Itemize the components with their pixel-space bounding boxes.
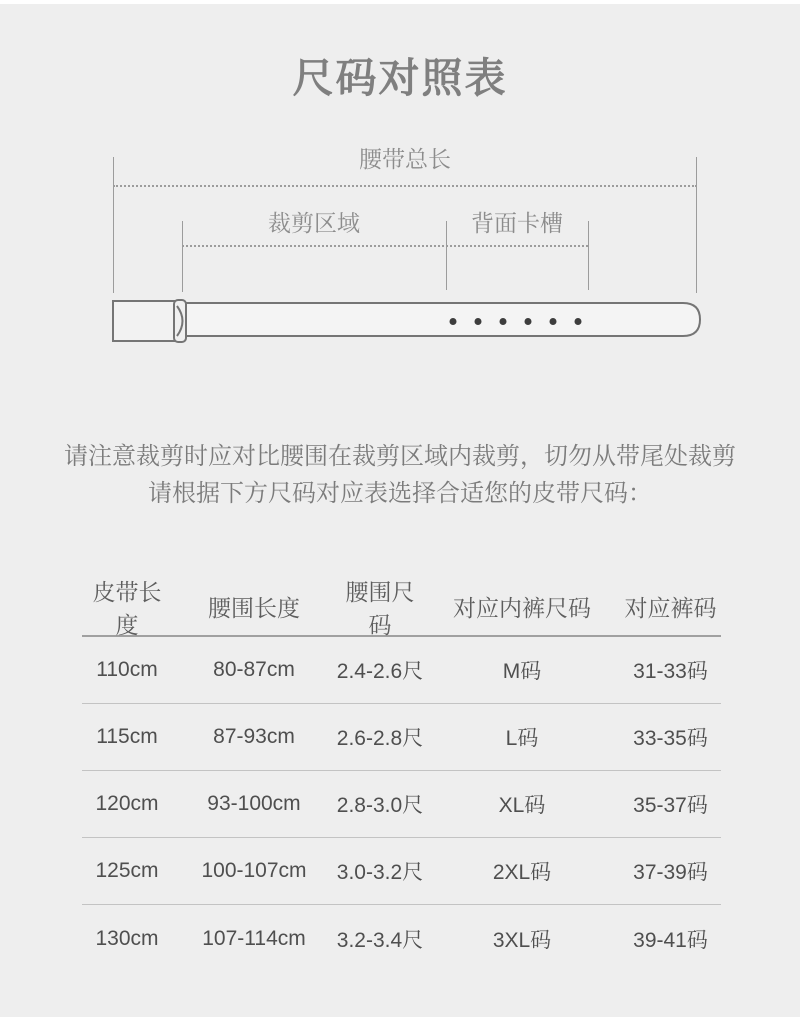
cell-pants-size: 37-39码	[633, 861, 708, 884]
cell-pants-size: 33-35码	[633, 727, 708, 750]
cell-belt-length: 115cm	[96, 725, 158, 748]
belt-buckle	[113, 301, 175, 341]
cell-waist-length: 80-87cm	[213, 658, 295, 681]
note-line-1: 请注意裁剪时应对比腰围在裁剪区域内裁剪，切勿从带尾处裁剪	[64, 443, 736, 470]
label-back-slot: 背面卡槽	[471, 210, 563, 236]
size-table	[82, 578, 721, 972]
size-table-header-row	[82, 578, 721, 637]
cell-pants-size: 35-37码	[633, 794, 708, 817]
table-row	[82, 704, 721, 771]
cell-waist-size: 2.4-2.6尺	[336, 660, 424, 683]
cell-underwear-size: XL码	[498, 794, 546, 817]
cell-waist-length: 93-100cm	[207, 792, 301, 815]
label-belt-total-length: 腰带总长	[359, 146, 451, 172]
table-row	[82, 905, 721, 972]
extent-tick-cut-start	[182, 221, 183, 292]
cell-belt-length: 125cm	[95, 859, 159, 882]
cell-waist-size: 3.2-3.4尺	[336, 928, 424, 952]
label-cut-area: 裁剪区域	[268, 210, 360, 236]
extent-tick-slot-end	[588, 221, 589, 290]
header-waist-size: 腰围尺码	[345, 578, 415, 638]
table-row	[82, 838, 721, 905]
extent-tick-right	[696, 157, 697, 293]
cell-belt-length: 110cm	[96, 658, 158, 681]
cell-belt-length: 120cm	[95, 792, 159, 815]
cell-pants-size: 39-41码	[633, 928, 708, 952]
cell-waist-size: 3.0-3.2尺	[336, 861, 424, 884]
cell-belt-length: 130cm	[95, 926, 159, 950]
extent-tick-left	[113, 157, 114, 293]
cell-underwear-size: L码	[505, 727, 539, 750]
belt-keeper	[174, 300, 186, 342]
cell-waist-length: 100-107cm	[201, 859, 307, 882]
belt-strap	[184, 303, 700, 336]
header-belt-length: 皮带长度	[92, 578, 162, 638]
extent-tick-cut-end	[446, 221, 447, 290]
cell-pants-size: 31-33码	[633, 660, 708, 683]
cell-underwear-size: 2XL码	[492, 861, 552, 884]
cell-underwear-size: 3XL码	[492, 928, 552, 952]
dimension-line-cut-area	[182, 245, 588, 247]
cell-waist-length: 87-93cm	[213, 725, 295, 748]
cell-waist-size: 2.8-3.0尺	[336, 794, 424, 817]
cell-underwear-size: M码	[502, 660, 542, 683]
header-underwear-size: 对应内裤尺码	[453, 595, 591, 621]
header-waist-length: 腰围长度	[208, 595, 300, 621]
table-row	[82, 771, 721, 838]
note-line-2: 请根据下方尺码对应表选择合适您的皮带尺码：	[148, 480, 652, 507]
page-title: 尺码对照表	[292, 55, 508, 101]
header-pants-size: 对应裤码	[624, 595, 717, 621]
table-row	[82, 637, 721, 704]
belt-illustration	[100, 295, 720, 350]
cell-waist-length: 107-114cm	[202, 926, 306, 950]
dimension-line-total-length	[113, 185, 697, 187]
cell-waist-size: 2.6-2.8尺	[336, 727, 424, 750]
